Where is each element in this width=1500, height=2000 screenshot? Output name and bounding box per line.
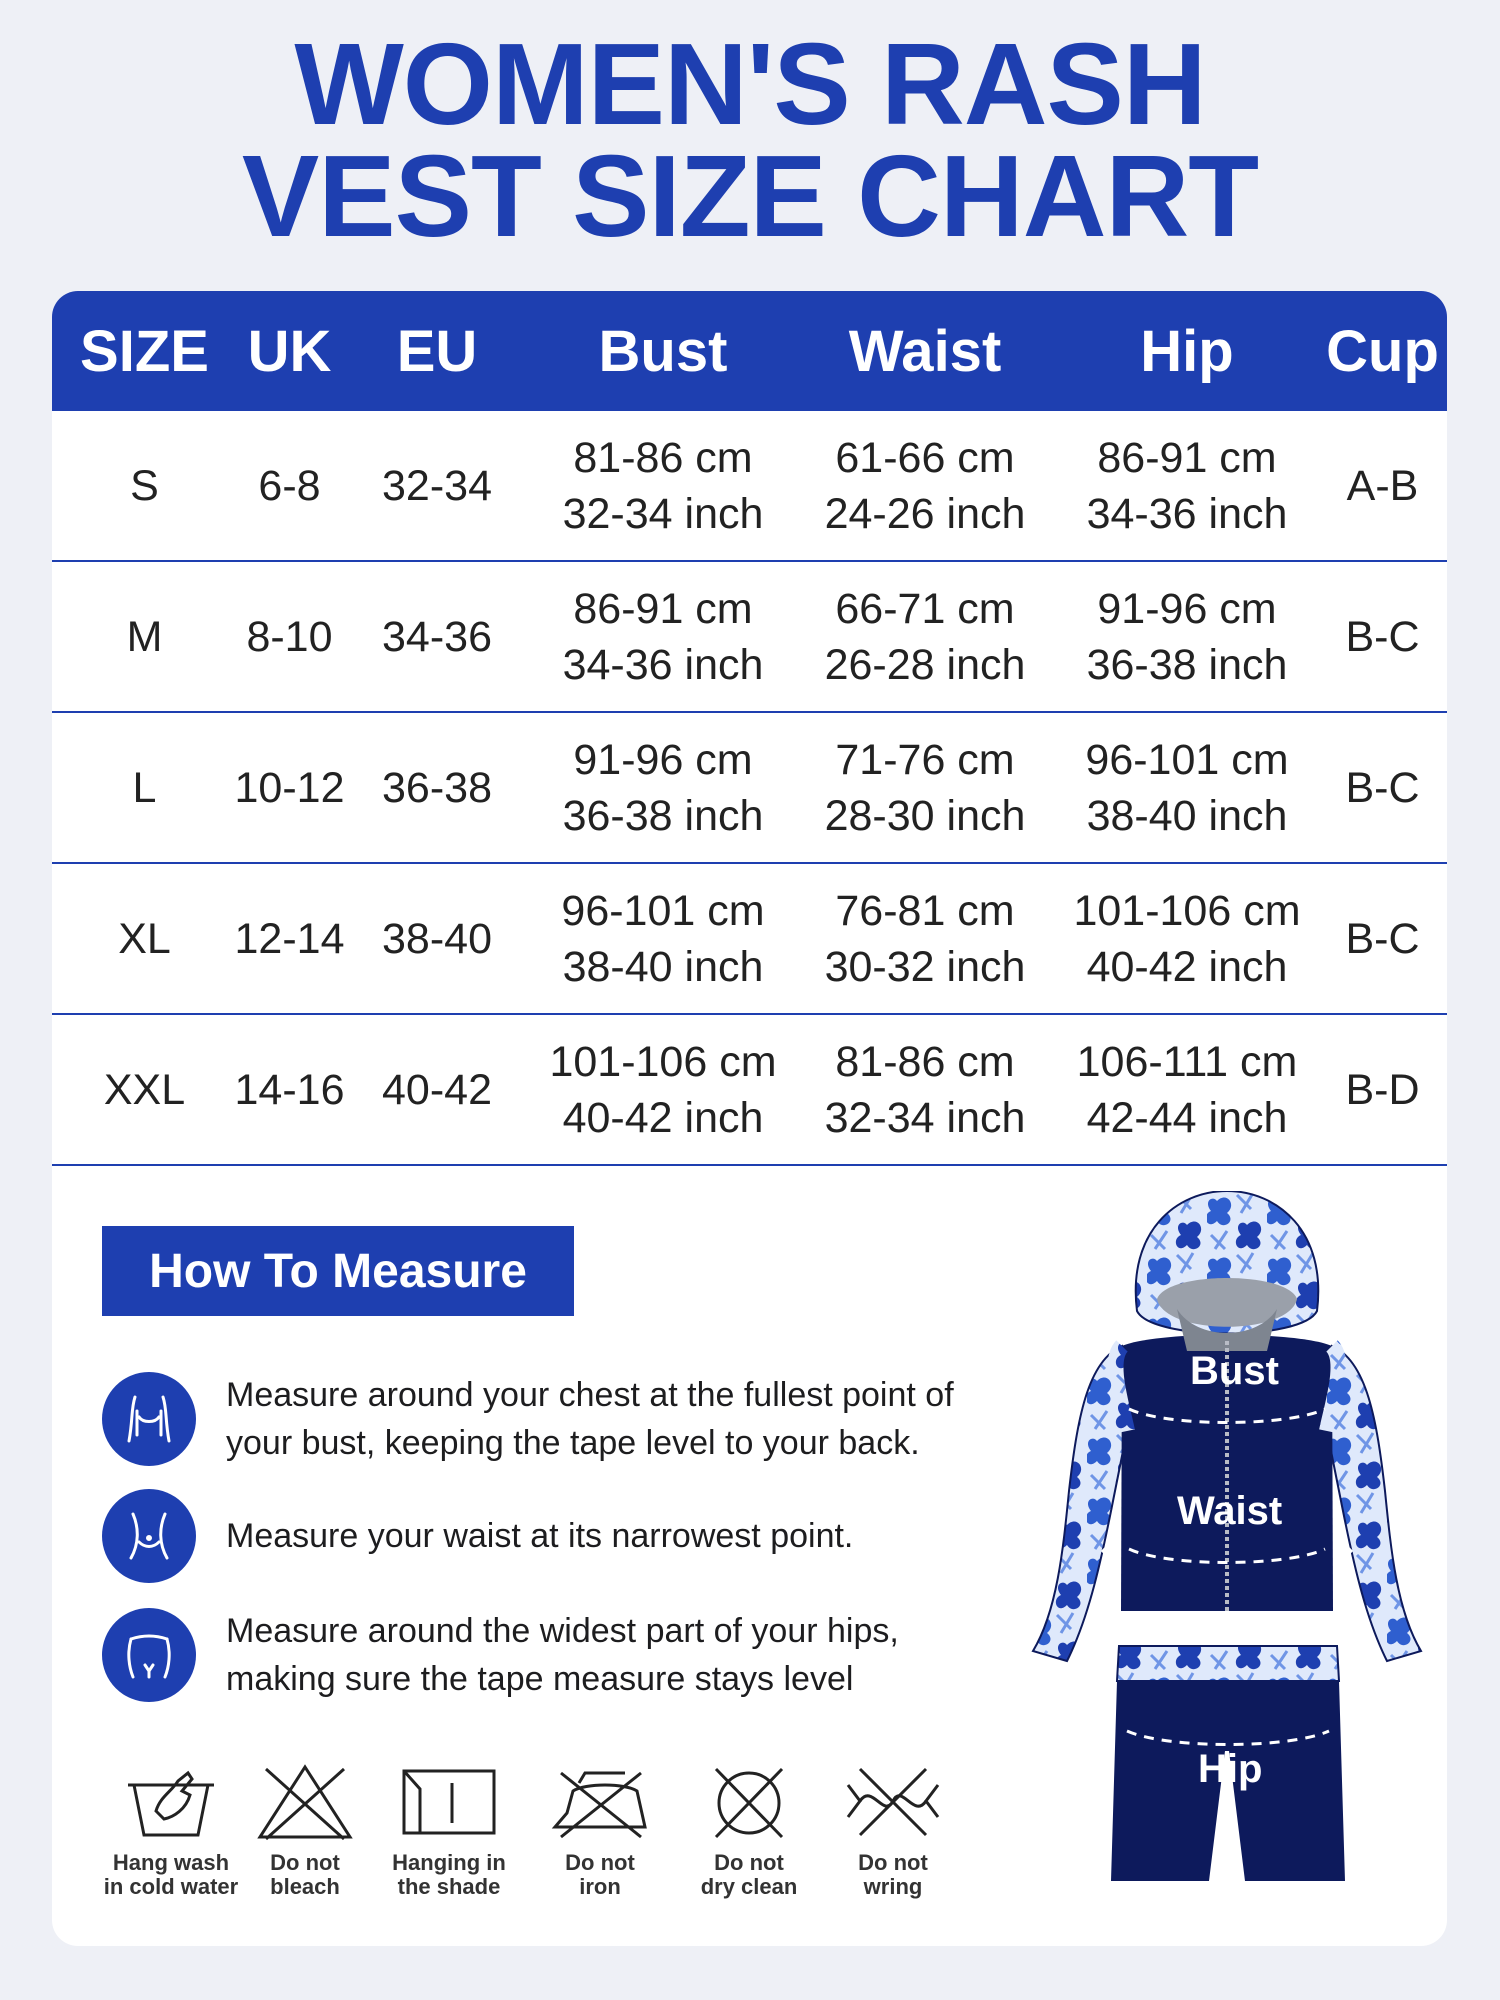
bust-measure-icon — [102, 1372, 196, 1466]
cell-uk: 12-14 — [234, 914, 345, 963]
care-label: bleach — [270, 1874, 340, 1899]
hip-cm: 96-101 cm — [1085, 735, 1289, 784]
care-item — [818, 1761, 968, 1899]
care-label: Hang wash — [112, 1850, 230, 1875]
bust-cm: 91-96 cm — [573, 735, 753, 784]
hip-inch: 42-44 inch — [1086, 1093, 1288, 1142]
how-to-measure-title: How To Measure — [102, 1226, 574, 1316]
waist-inch: 24-26 inch — [824, 489, 1026, 538]
hip-cm: 106-111 cm — [1076, 1037, 1298, 1086]
cell-uk: 10-12 — [234, 763, 345, 812]
cell-bust — [532, 713, 794, 862]
waist-inch: 30-32 inch — [824, 942, 1026, 991]
waist-cm: 81-86 cm — [835, 1037, 1015, 1086]
figure-label-waist: Waist — [1177, 1489, 1283, 1533]
cell-hip — [1056, 864, 1318, 1013]
cell-uk: 14-16 — [234, 1065, 345, 1114]
cell-size: XL — [118, 914, 171, 963]
hip-inch: 34-36 inch — [1086, 489, 1288, 538]
care-item — [96, 1761, 246, 1899]
title-line-1: WOMEN'S RASH — [294, 19, 1206, 149]
hip-cm: 101-106 cm — [1073, 886, 1301, 935]
cell-bust — [532, 1015, 794, 1164]
care-label: Do not — [714, 1850, 784, 1875]
care-label: Do not — [565, 1850, 635, 1875]
instruction-line: Measure around the widest part of your hips, — [226, 1612, 899, 1650]
bust-inch: 36-38 inch — [562, 791, 764, 840]
instruction-line: Measure around your chest at the fullest point of — [226, 1376, 954, 1414]
header-cup: Cup — [1326, 318, 1439, 384]
table-row — [52, 864, 1447, 1015]
instruction-waist — [102, 1489, 1002, 1583]
cell-size: L — [132, 763, 157, 812]
care-item — [374, 1761, 524, 1899]
cell-eu: 40-42 — [382, 1065, 492, 1114]
instruction-line: making sure the tape measure stays level — [226, 1660, 854, 1698]
cell-eu: 36-38 — [382, 763, 492, 812]
instruction-text — [226, 1371, 954, 1467]
instruction-line: your bust, keeping the tape level to your back. — [226, 1424, 920, 1462]
cell-bust — [532, 411, 794, 560]
table-row — [52, 1015, 1447, 1166]
page-title — [0, 19, 1500, 261]
cell-eu: 32-34 — [382, 461, 492, 510]
waist-cm: 76-81 cm — [835, 886, 1015, 935]
cell-waist — [794, 1015, 1056, 1164]
hip-measure-icon — [102, 1608, 196, 1702]
care-label: wring — [863, 1874, 923, 1899]
cell-size: S — [130, 461, 159, 510]
cell-hip — [1056, 713, 1318, 862]
cell-waist — [794, 713, 1056, 862]
header-bust: Bust — [598, 318, 728, 384]
cell-cup: B-C — [1345, 612, 1420, 661]
waist-cm: 71-76 cm — [835, 735, 1015, 784]
cell-cup: B-C — [1345, 763, 1420, 812]
table-row — [52, 713, 1447, 864]
cell-waist — [794, 562, 1056, 711]
header-waist: Waist — [848, 318, 1002, 384]
table-body — [52, 411, 1447, 1166]
bust-cm: 101-106 cm — [549, 1037, 777, 1086]
cell-eu: 34-36 — [382, 612, 492, 661]
hip-inch: 40-42 inch — [1086, 942, 1288, 991]
hip-inch: 36-38 inch — [1086, 640, 1288, 689]
no-wring-icon — [838, 1761, 948, 1841]
cell-uk: 8-10 — [246, 612, 333, 661]
bust-inch: 38-40 inch — [562, 942, 764, 991]
care-label: dry clean — [700, 1874, 798, 1899]
cell-bust — [532, 562, 794, 711]
no-bleach-icon — [250, 1761, 360, 1841]
cell-hip — [1056, 411, 1318, 560]
care-item — [230, 1761, 380, 1899]
care-label: Hanging in — [392, 1850, 506, 1875]
care-item — [674, 1761, 824, 1899]
garment-figure — [1027, 1191, 1427, 1891]
header-size: SIZE — [80, 318, 209, 384]
instruction-line: Measure your waist at its narrowest point. — [226, 1517, 854, 1555]
care-label: the shade — [397, 1874, 501, 1899]
cell-hip — [1056, 1015, 1318, 1164]
figure-label-bust: Bust — [1190, 1349, 1279, 1393]
hip-inch: 38-40 inch — [1086, 791, 1288, 840]
care-label: iron — [579, 1874, 621, 1899]
cell-hip — [1056, 562, 1318, 711]
cell-uk: 6-8 — [258, 461, 321, 510]
cell-waist — [794, 864, 1056, 1013]
bust-inch: 40-42 inch — [562, 1093, 764, 1142]
no-iron-icon — [545, 1761, 655, 1841]
care-label: Do not — [858, 1850, 928, 1875]
cell-cup: B-D — [1345, 1065, 1420, 1114]
cell-cup: B-C — [1345, 914, 1420, 963]
bust-inch: 32-34 inch — [562, 489, 764, 538]
hip-cm: 86-91 cm — [1097, 433, 1277, 482]
care-label: in cold water — [103, 1874, 239, 1899]
care-item — [525, 1761, 675, 1899]
instruction-hip — [102, 1607, 1002, 1703]
hang-shade-icon — [394, 1761, 504, 1841]
table-row — [52, 562, 1447, 713]
waist-cm: 66-71 cm — [835, 584, 1015, 633]
no-dry-clean-icon — [694, 1761, 804, 1841]
table-header — [52, 291, 1447, 411]
bust-cm: 86-91 cm — [573, 584, 753, 633]
title-line-2: VEST SIZE CHART — [241, 131, 1259, 261]
figure-label-hip: Hip — [1198, 1747, 1263, 1791]
care-label: Do not — [270, 1850, 340, 1875]
waist-measure-icon — [102, 1489, 196, 1583]
cell-size: XXL — [103, 1065, 186, 1114]
table-row — [52, 411, 1447, 562]
instruction-text — [226, 1607, 899, 1703]
waist-cm: 61-66 cm — [835, 433, 1015, 482]
cell-cup: A-B — [1346, 461, 1419, 510]
hip-cm: 91-96 cm — [1097, 584, 1277, 633]
bust-cm: 96-101 cm — [561, 886, 765, 935]
cell-bust — [532, 864, 794, 1013]
header-uk: UK — [247, 318, 332, 384]
waist-inch: 32-34 inch — [824, 1093, 1026, 1142]
waist-inch: 28-30 inch — [824, 791, 1026, 840]
cell-waist — [794, 411, 1056, 560]
instruction-bust — [102, 1371, 1002, 1467]
instruction-text — [226, 1512, 853, 1560]
size-chart-card — [52, 291, 1447, 1946]
hand-wash-icon — [116, 1761, 226, 1841]
bust-cm: 81-86 cm — [573, 433, 753, 482]
cell-eu: 38-40 — [382, 914, 492, 963]
header-hip: Hip — [1140, 318, 1234, 384]
waist-inch: 26-28 inch — [824, 640, 1026, 689]
cell-size: M — [126, 612, 163, 661]
bust-inch: 34-36 inch — [562, 640, 764, 689]
header-eu: EU — [396, 318, 478, 384]
